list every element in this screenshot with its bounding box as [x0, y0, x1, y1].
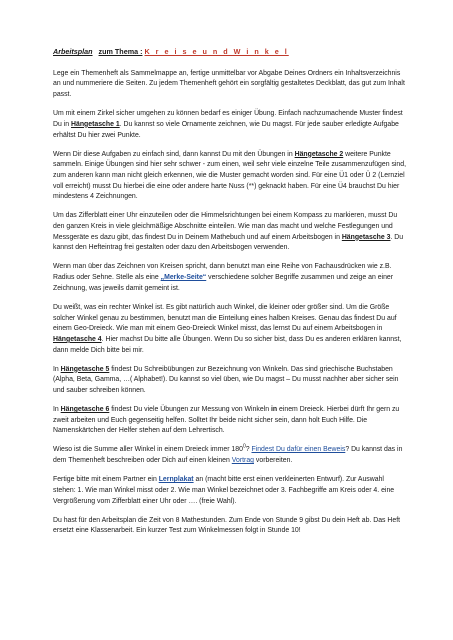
page-title [53, 47, 407, 58]
text: . Du kannst den Hefteintrag frei gestalten oder dazu den Arbeitsbogen verwenden. [53, 233, 404, 252]
link-lernplakat[interactable]: Lernplakat [158, 476, 194, 484]
paragraph-schreibuebungen [53, 365, 407, 397]
text: Wenn Dir diese Aufgaben zu einfach sind, dann kannst Du mit den Übungen in [53, 150, 293, 158]
text: . Hier machst Du bitte alle Übungen. Wenn Du so sicher bist, dass Du es anderen erklären kannst, dann melde Dich bitte bei mir. [53, 335, 402, 354]
text: ? Du kannst das in dem Themenheft beschreiben oder Dich auf einen kleinen [53, 446, 403, 465]
paragraph-winkelsumme [53, 445, 407, 466]
title-topic: K r e i s e u n d W i n k e l [144, 47, 289, 56]
paragraph-zeitplan: Du hast für den Arbeitsplan die Zeit von 8 Mathestunden. Zum Ende von Stunde 9 gibst Du dein Heft ab. Das Heft ersetzt eine Klassenarbeit. Ein kurzer Test zum Winkelmessen folgt in Stunde 10! [53, 516, 401, 535]
paragraph-winkel-messen [53, 303, 407, 357]
paragraph-zirkel [53, 109, 407, 141]
text: . Du kannst so viele Ornamente zeichnen, wie Du magst. Für jede sauber erledigte Aufgabe erhältst Du hier zwei Punkte. [53, 120, 399, 139]
emphasis-in: in [270, 406, 278, 414]
worksheet-page [53, 47, 407, 545]
link-beweis[interactable]: Findest Du dafür einen Beweis [251, 446, 346, 454]
link-haengetasche-3[interactable]: Hängetasche 3 [341, 233, 391, 241]
title-prefix: Arbeitsplan [53, 47, 93, 56]
link-vortrag[interactable]: Vortrag [231, 457, 254, 465]
text: Fertige bitte mit einem Partner ein [53, 476, 157, 484]
paragraph-zifferblatt [53, 211, 407, 254]
link-haengetasche-5[interactable]: Hängetasche 5 [60, 365, 110, 373]
title-mid: zum Thema : [98, 47, 143, 56]
text: In [53, 406, 59, 414]
degree-superscript: 0 [242, 444, 246, 451]
text: Du weißt, was ein rechter Winkel ist. Es gibt natürlich auch Winkel, die kleiner oder größer sind. Um die Größe solcher Winkel genau zu bestimmen, benutzt man die Einteilung eines halben Kreises. Genau das findest Du auf einem Geo-Dreieck. Wie man mit einem Geo-Dreieck Winkel misst, das lernst Du auf einem Arbeitsbogen in [53, 303, 397, 333]
text: Wenn man über das Zeichnen von Kreisen spricht, dann benutzt man eine Reihe von Fachausdrücken wie z.B. Radius oder Sehne. Stelle als eine [53, 263, 392, 282]
text: ? [245, 446, 250, 454]
link-haengetasche-6[interactable]: Hängetasche 6 [60, 406, 110, 414]
text: Wieso ist die Summe aller Winkel in einem Dreieck immer 180 [53, 446, 243, 454]
paragraph-dreieck-messung [53, 405, 407, 437]
paragraph-lernplakat [53, 475, 407, 507]
text: weitere Punkte sammeln. Einige Übungen sind hier sehr schwer - zum einen, weil sehr viele einzelne Teile zusammenzufügen sind, zum anderen kann man nicht gleich erkennen, wie die Muster gemacht worden sind. Für eine Ü1 oder Ü 2 (Lernziel voll erreicht) musst Du hierbei die eine oder andere harte Nuss (**) geknackt haben. Für eine Ü4 brauchst Du hier mindestens 4 Zeichnungen. [53, 150, 407, 201]
text: Um das Zifferblatt einer Uhr einzuteilen oder die Himmelsrichtungen bei einem Kompass zu markieren, musst Du den ganzen Kreis in viele gleichmäßige Abschnitte einteilen. Wie man das macht und welche Festlegungen und Messgeräte es dazu gibt, das findest Du in Deinem Mathebuch und auf einem Arbeitsbogen in [53, 212, 398, 241]
text: verschiedene solcher Begriffe zusammen und zeige an einer Zeichnung, was jeweils damit gemeint ist. [53, 274, 394, 292]
paragraph-intro: Lege ein Themenheft als Sammelmappe an, fertige unmittelbar vor Abgabe Deines Ordners ein Inhaltsverzeichnis an und nummeriere die Seiten. Zu jedem Themenheft gehört ein sorgfältig gestaltetes Deckblatt, das gut zum Inhalt passt. [53, 69, 405, 99]
link-haengetasche-2[interactable]: Hängetasche 2 [294, 150, 344, 158]
text: an (macht bitte erst einen verkleinerten Entwurf). Zur Auswahl stehen: 1. Wie man Winkel misst oder 2. Wie man Winkel bezeichnet oder 3. Fachbegriffe am Kreis oder 4. eine Vergrößerung vom Zifferblatt einer Uhr oder …. (freie Wahl). [53, 476, 395, 505]
text: findest Du Schreibübungen zur Bezeichnung von Winkeln. Das sind griechische Buchstaben (Alpha, Beta, Gamma, …( Alphabet!). Du kannst so viel üben, wie Du magst – Du musst nachher aber sicher sein und sauber schreiben können. [53, 365, 399, 395]
text: findest Du viele Übungen zur Messung von Winkeln [111, 406, 270, 414]
paragraph-fachausdruecke [53, 262, 407, 294]
link-haengetasche-4[interactable]: Hängetasche 4 [53, 335, 102, 343]
link-merke-seite[interactable]: „Merke-Seite“ [160, 274, 207, 282]
link-haengetasche-1[interactable]: Hängetasche 1 [71, 120, 120, 128]
text: In [53, 365, 59, 373]
text: einem Dreieck. Hierbei dürft Ihr gern zu zweit arbeiten und Euch gegenseitig helfen. Solltet Ihr beide nicht sicher sein, dann holt Euch Hilfe. Die Namenskärtchen der Helfer stehen auf dem Lehrertisch. [53, 406, 400, 435]
text: Um mit einem Zirkel sicher umgehen zu können bedarf es einiger Übung. Einfach nachzumachende Muster findest Du in [53, 110, 403, 128]
paragraph-ornamente [53, 150, 407, 204]
text: vorbereiten. [255, 457, 293, 465]
